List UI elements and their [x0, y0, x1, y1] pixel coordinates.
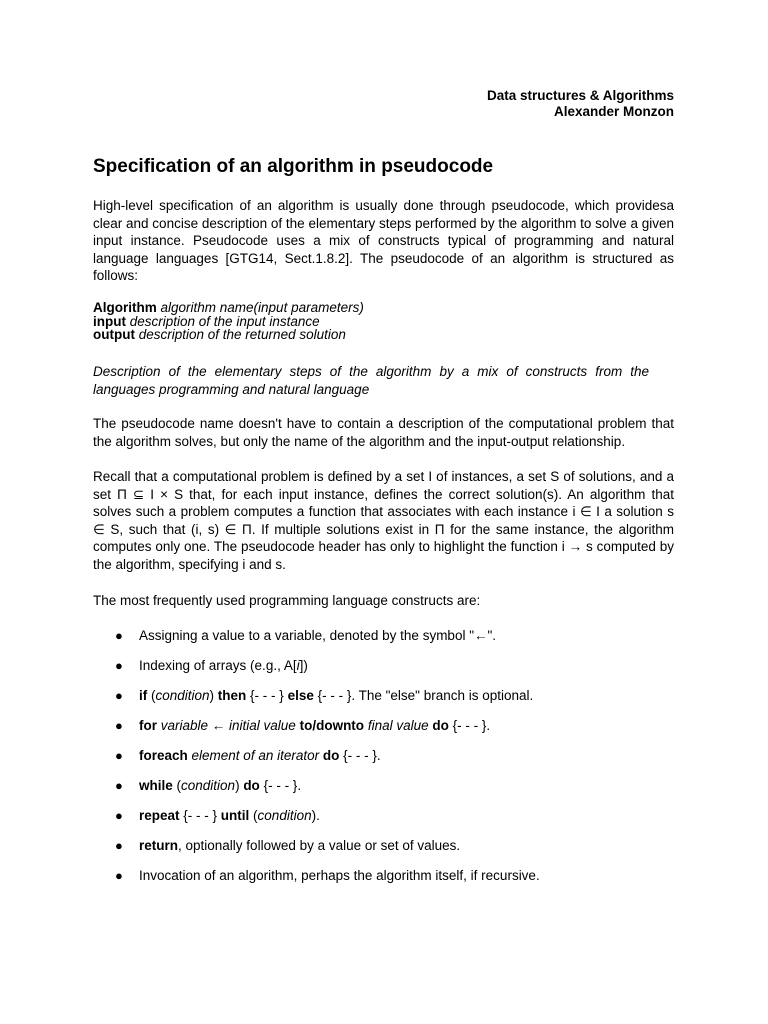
list-item-text: ( — [172, 778, 182, 793]
algorithm-signature: algorithm name(input parameters) — [156, 300, 364, 315]
list-item-text: {- - - } — [246, 688, 288, 703]
iterator-text: element of an iterator — [187, 748, 323, 763]
keyword-then: then — [217, 688, 247, 703]
list-item-text: ]) — [299, 658, 308, 673]
list-item-text: ) — [209, 688, 218, 703]
list-item — [93, 807, 674, 837]
keyword-else: else — [287, 688, 314, 703]
bullet-icon: ● — [115, 628, 123, 643]
steps-description: Description of the elementary steps of the algorithm by a mix of constructs from the languages programming and natural language — [93, 364, 649, 397]
condition-text: condition — [257, 808, 312, 823]
document-header — [487, 88, 674, 120]
list-item — [93, 717, 674, 747]
bullet-icon: ● — [115, 688, 123, 703]
constructs-intro-paragraph: The most frequently used programming language constructs are: — [93, 593, 481, 608]
list-item — [93, 687, 674, 717]
intro-paragraph: High-level specification of an algorithm is usually done through pseudocode, which providesa clear and concise description of the elementary steps performed by the algorithm to solve a given input instance. Pseudocode uses a mix of constructs typical of programming and natural language languages [GTG14, Sect.1.8.2]. The pseudocode of an algorithm is structured as follows: — [93, 198, 674, 284]
output-description: description of the returned solution — [134, 327, 346, 343]
list-item-text: , optionally followed by a value or set of values. — [178, 838, 461, 853]
list-item-text: ) — [235, 778, 244, 793]
list-item — [93, 777, 674, 807]
constructs-list — [93, 627, 674, 897]
keyword-do: do — [322, 748, 340, 763]
list-item-text: Assigning a value to a variable, denoted by the symbol "←". — [139, 628, 497, 643]
list-item-text: {- - - }. — [339, 748, 381, 763]
keyword-to-downto: to/downto — [299, 718, 365, 733]
list-item-text: {- - - }. The "else" branch is optional. — [313, 688, 534, 703]
list-item-text: Invocation of an algorithm, perhaps the algorithm itself, if recursive. — [139, 868, 540, 883]
output-line — [93, 328, 674, 342]
list-item-text: Indexing of arrays (e.g., A[ — [139, 658, 297, 673]
keyword-if: if — [139, 688, 148, 703]
algorithm-line — [93, 301, 674, 315]
keyword-until: until — [220, 808, 250, 823]
variable-text: variable ← initial value — [157, 718, 300, 733]
keyword-foreach: foreach — [139, 748, 188, 763]
list-item-text: {- - - } — [179, 808, 221, 823]
condition-text: condition — [155, 688, 210, 703]
keyword-do: do — [243, 778, 260, 793]
document-page — [93, 0, 674, 1024]
bullet-icon: ● — [115, 838, 123, 853]
keyword-return: return — [139, 838, 179, 853]
list-item-text: {- - - }. — [448, 718, 491, 733]
bullet-icon: ● — [115, 808, 123, 823]
list-item-text: {- - - }. — [259, 778, 302, 793]
list-item-text: ). — [311, 808, 320, 823]
bullet-icon: ● — [115, 778, 123, 793]
bullet-icon: ● — [115, 748, 123, 763]
input-keyword: input — [93, 313, 126, 329]
keyword-do: do — [432, 718, 449, 733]
list-item — [93, 627, 674, 657]
list-item — [93, 867, 674, 897]
algorithm-header-block — [93, 301, 674, 342]
computational-problem-paragraph: Recall that a computational problem is defined by a set I of instances, a set S of solutions, and a set Π ⊆ I × S that, for each input instance, defines the correct solution(s). An algorithm that solves such a problem computes a function that associates with each instance i ∈ I a solution s ∈ S, such that (i, s) ∈ Π. If multiple solutions exist in Π for the same instance, the algorithm computes only one. The pseudocode header has only to highlight the function i → s computed by the algorithm, specifying i and s. — [93, 469, 674, 572]
list-item — [93, 657, 674, 687]
keyword-while: while — [139, 778, 173, 793]
algorithm-keyword: Algorithm — [93, 300, 157, 315]
input-line — [93, 315, 674, 329]
pseudocode-name-paragraph: The pseudocode name doesn't have to contain a description of the computational problem that the algorithm solves, but only the name of the algorithm and the input-output relationship. — [93, 416, 674, 449]
list-item — [93, 747, 674, 777]
keyword-for: for — [139, 718, 157, 733]
page-title: Specification of an algorithm in pseudocode — [93, 156, 494, 177]
final-value-text: final value — [364, 718, 433, 733]
keyword-repeat: repeat — [139, 808, 180, 823]
list-item — [93, 837, 674, 867]
list-item-text: ( — [147, 688, 156, 703]
index-variable: i — [296, 658, 300, 673]
list-item-text: ( — [249, 808, 258, 823]
bullet-icon: ● — [115, 868, 123, 883]
course-name: Data structures & Algorithms — [486, 88, 674, 103]
condition-text: condition — [181, 778, 236, 793]
output-keyword: output — [93, 327, 135, 343]
input-description: description of the input instance — [126, 313, 320, 329]
bullet-icon: ● — [115, 718, 123, 733]
author-name: Alexander Monzon — [553, 104, 674, 119]
bullet-icon: ● — [115, 658, 123, 673]
